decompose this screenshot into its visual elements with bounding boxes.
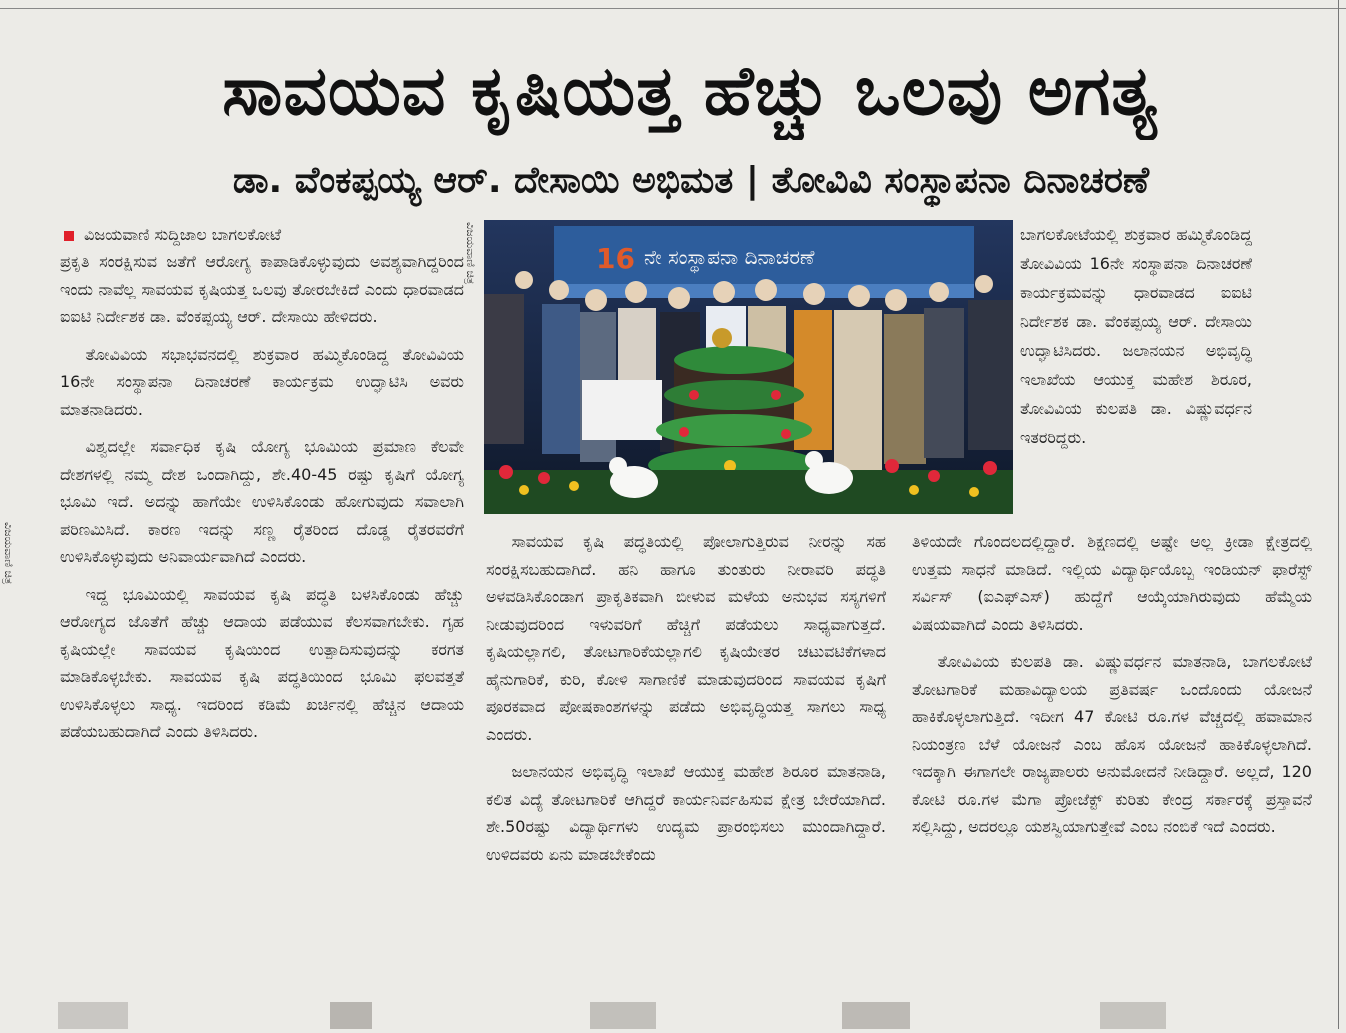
col2-paragraph-1: ಸಾವಯವ ಕೃಷಿ ಪದ್ಧತಿಯಲ್ಲಿ ಪೋಲಾಗುತ್ತಿರುವ ನೀರನ್ನು ಸಹ ಸಂರಕ್ಷಿಸಬಹುದಾಗಿದೆ. ಹನಿ ಹಾಗೂ ತುಂತುರು ನೀರಾವರಿ ಪದ್ಧತಿ ಅಳವಡಿಸಿಕೊಂಡಾಗ ಪ್ರಾಕೃತಿಕವಾಗಿ ಬೀಳುವ ಮಳೆಯ ಅನುಭವ ಸಸ್ಯಗಳಿಗೆ ನೀಡುವುದರಿಂದ ಇಳುವರಿಗೆ ಹೆಚ್ಚಿಗೆ ಪಡೆಯಲು ಸಾಧ್ಯವಾಗುತ್ತದೆ. ಕೃಷಿಯಲ್ಲಾಗಲಿ, ತೋಟಗಾರಿಕೆಯಲ್ಲಾಗಲಿ ಕೃಷಿಯೇತರ ಚಟುವಟಿಕೆಗಳಾದ ಹೈನುಗಾರಿಕೆ, ಕುರಿ, ಕೋಳಿ ಸಾಗಾಣಿಕೆ ಮಾಡುವುದರಿಂದ ಸಾವಯವ ಕೃಷಿಗೆ ಪೂರಕವಾದ ಪೋಷಕಾಂಶಗಳನ್ನು ಪಡೆದು ಅಭಿವೃದ್ಧಿಯತ್ತ ಸಾಗಲು ಸಾಧ್ಯ ಎಂದರು. (486, 532, 886, 744)
page-top-rule (0, 8, 1346, 9)
col1-paragraph-3: ವಿಶ್ವದಲ್ಲೇ ಸರ್ವಾಧಿಕ ಕೃಷಿ ಯೋಗ್ಯ ಭೂಮಿಯ ಪ್ರಮಾಣ ಕೆಲವೇ ದೇಶಗಳಲ್ಲಿ ನಮ್ಮ ದೇಶ ಒಂದಾಗಿದ್ದು, ಶೇ.40-45 ರಷ್ಟು ಕೃಷಿಗೆ ಯೋಗ್ಯ ಭೂಮಿ ಇದೆ. ಅದನ್ನು ಹಾಗೆಯೇ ಉಳಿಸಿಕೊಂಡು ಹೋಗುವುದು ಸವಾಲಾಗಿ ಪರಿಣಮಿಸಿದೆ. ಕಾರಣ ಇದನ್ನು ಸಣ್ಣ ರೈತರಿಂದ ದೊಡ್ಡ ರೈತರವರೆಗೆ ಉಳಿಸಿಕೊಳ್ಳುವುದು ಅನಿವಾರ್ಯವಾಗಿದೆ ಎಂದರು. (60, 437, 464, 566)
event-photo-illustration (484, 220, 1013, 514)
subheadline: ಡಾ. ವೆಂಕಪ್ಪಯ್ಯ ಆರ್. ದೇಸಾಯಿ ಅಭಿಮತ | ತೋವಿವಿ ಸಂಸ್ಥಾಪನಾ ದಿನಾಚರಣೆ (232, 160, 1150, 201)
column-2 (486, 528, 886, 984)
byline-marker (64, 231, 74, 241)
col1-paragraph-4: ಇದ್ದ ಭೂಮಿಯಲ್ಲಿ ಸಾವಯವ ಕೃಷಿ ಪದ್ಧತಿ ಬಳಸಿಕೊಂಡು ಹೆಚ್ಚು ಆರೋಗ್ಯದ ಜೊತೆಗೆ ಹೆಚ್ಚು ಆದಾಯ ಪಡೆಯುವ ಕೆಲಸವಾಗಬೇಕು. ಗೃಹ ಕೃಷಿಯಲ್ಲೇ ಸಾವಯವ ಕೃಷಿಯಿಂದ ಉತ್ಪಾದಿಸುವುದನ್ನು ಕರಗತ ಮಾಡಿಕೊಳ್ಳಬೇಕು. ಸಾವಯವ ಕೃಷಿ ಪದ್ಧತಿಯಿಂದ ಭೂಮಿ ಫಲವತ್ತತೆ ಉಳಿಸಿಕೊಳ್ಳಲು ಸಾಧ್ಯ. ಇದರಿಂದ ಕಡಿಮೆ ಖರ್ಚಿನಲ್ಲಿ ಹೆಚ್ಚಿನ ಆದಾಯ ಪಡೆಯಬಹುದಾಗಿದೆ ಎಂದು ತಿಳಿಸಿದರು. (60, 584, 464, 741)
column-1 (60, 248, 464, 984)
col3-paragraph-2: ತೋವಿವಿಯ ಕುಲಪತಿ ಡಾ. ವಿಷ್ಣುವರ್ಧನ ಮಾತನಾಡಿ, ಬಾಗಲಕೋಟೆ ತೋಟಗಾರಿಕೆ ಮಹಾವಿದ್ಯಾಲಯ ಪ್ರತಿವರ್ಷ ಒಂದೊಂದು ಯೋಜನೆ ಹಾಕಿಕೊಳ್ಳಲಾಗುತ್ತಿದೆ. ಇದೀಗ 47 ಕೋಟಿ ರೂ.ಗಳ ವೆಚ್ಚದಲ್ಲಿ ಹವಾಮಾನ ನಿಯಂತ್ರಣ ಬೆಳೆ ಯೋಜನೆ ಎಂಬ ಹೊಸ ಯೋಜನೆ ಹಾಕಿಕೊಳ್ಳಲಾಗಿದೆ. ಇದಕ್ಕಾಗಿ ಈಗಾಗಲೇ ರಾಜ್ಯಪಾಲರು ಅನುಮೋದನೆ ನೀಡಿದ್ದಾರೆ. ಅಲ್ಲದೆ, 120 ಕೋಟಿ ರೂ.ಗಳ ಮೆಗಾ ಪ್ರೋಜೆಕ್ಟ್ ಕುರಿತು ಕೇಂದ್ರ ಸರ್ಕಾರಕ್ಕೆ ಪ್ರಸ್ತಾವನೆ ಸಲ್ಲಿಸಿದ್ದು, ಅದರಲ್ಲೂ ಯಶಸ್ವಿಯಾಗುತ್ತೇವೆ ಎಂಬ ನಂಬಿಕೆ ಇದೆ ಎಂದರು. (912, 652, 1312, 836)
banner-text: ನೇ ಸಂಸ್ಥಾಪನಾ ದಿನಾಚರಣೆ (644, 245, 815, 269)
next-content-strip (0, 998, 1346, 1029)
photo-credit: ವಿಜಯವಾಣಿ ಚಿತ್ರ (464, 222, 477, 285)
left-edge-credit: ವಿಜಯವಾಣಿ ಚಿತ್ರ (2, 522, 15, 585)
col3-paragraph-1: ತಿಳಿಯದೇ ಗೊಂದಲದಲ್ಲಿದ್ದಾರೆ. ಶಿಕ್ಷಣದಲ್ಲಿ ಅಷ್ಟೇ ಅಲ್ಲ ಕ್ರೀಡಾ ಕ್ಷೇತ್ರದಲ್ಲಿ ಉತ್ತಮ ಸಾಧನೆ ಮಾಡಿದೆ. ಇಲ್ಲಿಯ ವಿದ್ಯಾರ್ಥಿಯೊಬ್ಬ ಇಂಡಿಯನ್ ಫಾರೆಸ್ಟ್ ಸರ್ವಿಸ್ (ಐಎಫ್ಎಸ್) ಹುದ್ದೆಗೆ ಆಯ್ಕೆಯಾಗಿರುವುದು ಹೆಮ್ಮೆಯ ವಿಷಯವಾಗಿದೆ ಎಂದು ತಿಳಿಸಿದರು. (912, 532, 1312, 634)
byline (64, 224, 464, 246)
photo-caption (1020, 220, 1252, 524)
banner-number: 16 (596, 242, 635, 275)
next-content-fragments (0, 998, 1346, 1029)
column-3 (912, 528, 1312, 984)
page-right-rule (1338, 0, 1339, 1029)
event-photo (484, 220, 1013, 514)
col2-paragraph-2: ಜಲಾನಯನ ಅಭಿವೃದ್ಧಿ ಇಲಾಖೆ ಆಯುಕ್ತ ಮಹೇಶ ಶಿರೂರ ಮಾತನಾಡಿ, ಕಲಿತ ವಿದ್ಯೆ ತೋಟಗಾರಿಕೆ ಆಗಿದ್ದರೆ ಕಾರ್ಯನಿರ್ವಹಿಸುವ ಕ್ಷೇತ್ರ ಬೇರೆಯಾಗಿದೆ. ಶೇ.50ರಷ್ಟು ವಿದ್ಯಾರ್ಥಿಗಳು ಉದ್ಯಮ ಪ್ರಾರಂಭಿಸಲು ಮುಂದಾಗಿದ್ದಾರೆ. ಉಳಿದವರು ಏನು ಮಾಡಬೇಕೆಂದು (486, 762, 886, 864)
col1-paragraph-1: ಪ್ರಕೃತಿ ಸಂರಕ್ಷಿಸುವ ಜತೆಗೆ ಆರೋಗ್ಯ ಕಾಪಾಡಿಕೊಳ್ಳುವುದು ಅವಶ್ಯವಾಗಿದ್ದರಿಂದ ಇಂದು ನಾವೆಲ್ಲ ಸಾವಯವ ಕೃಷಿಯತ್ತ ಒಲವು ತೋರಬೇಕಿದೆ ಎಂದು ಧಾರವಾಡದ ಐಐಟಿ ನಿರ್ದೇಶಕ ಡಾ. ವೆಂಕಪ್ಪಯ್ಯ ಆರ್. ದೇಸಾಯಿ ಹೇಳಿದರು. (60, 252, 464, 326)
col1-paragraph-2: ತೋವಿವಿಯ ಸಭಾಭವನದಲ್ಲಿ ಶುಕ್ರವಾರ ಹಮ್ಮಿಕೊಂಡಿದ್ದ ತೋವಿವಿಯ 16ನೇ ಸಂಸ್ಥಾಪನಾ ದಿನಾಚರಣೆ ಕಾರ್ಯಕ್ರಮ ಉದ್ಘಾಟಿಸಿ ಅವರು ಮಾತನಾಡಿದರು. (60, 344, 464, 419)
caption-text: ಬಾಗಲಕೋಟೆಯಲ್ಲಿ ಶುಕ್ರವಾರ ಹಮ್ಮಿಕೊಂಡಿದ್ದ ತೋವಿವಿಯ 16ನೇ ಸಂಸ್ಥಾಪನಾ ದಿನಾಚರಣೆ ಕಾರ್ಯಕ್ರಮವನ್ನು ಧಾರವಾಡದ ಐಐಟಿ ನಿರ್ದೇಶಕ ಡಾ. ವೆಂಕಪ್ಪಯ್ಯ ಆರ್. ದೇಸಾಯಿ ಉದ್ಘಾಟಿಸಿದರು. ಜಲಾನಯನ ಅಭಿವೃದ್ಧಿ ಇಲಾಖೆಯ ಆಯುಕ್ತ ಮಹೇಶ ಶಿರೂರ, ತೋವಿವಿಯ ಕುಲಪತಿ ಡಾ. ವಿಷ್ಣುವರ್ಧನ ಇತರರಿದ್ದರು. (1020, 225, 1252, 447)
headline: ಸಾವಯವ ಕೃಷಿಯತ್ತ ಹೆಚ್ಚು ಒಲವು ಅಗತ್ಯ (222, 52, 1158, 131)
byline-text: ವಿಜಯವಾಣಿ ಸುದ್ದಿಜಾಲ ಬಾಗಲಕೋಟೆ (84, 225, 282, 244)
